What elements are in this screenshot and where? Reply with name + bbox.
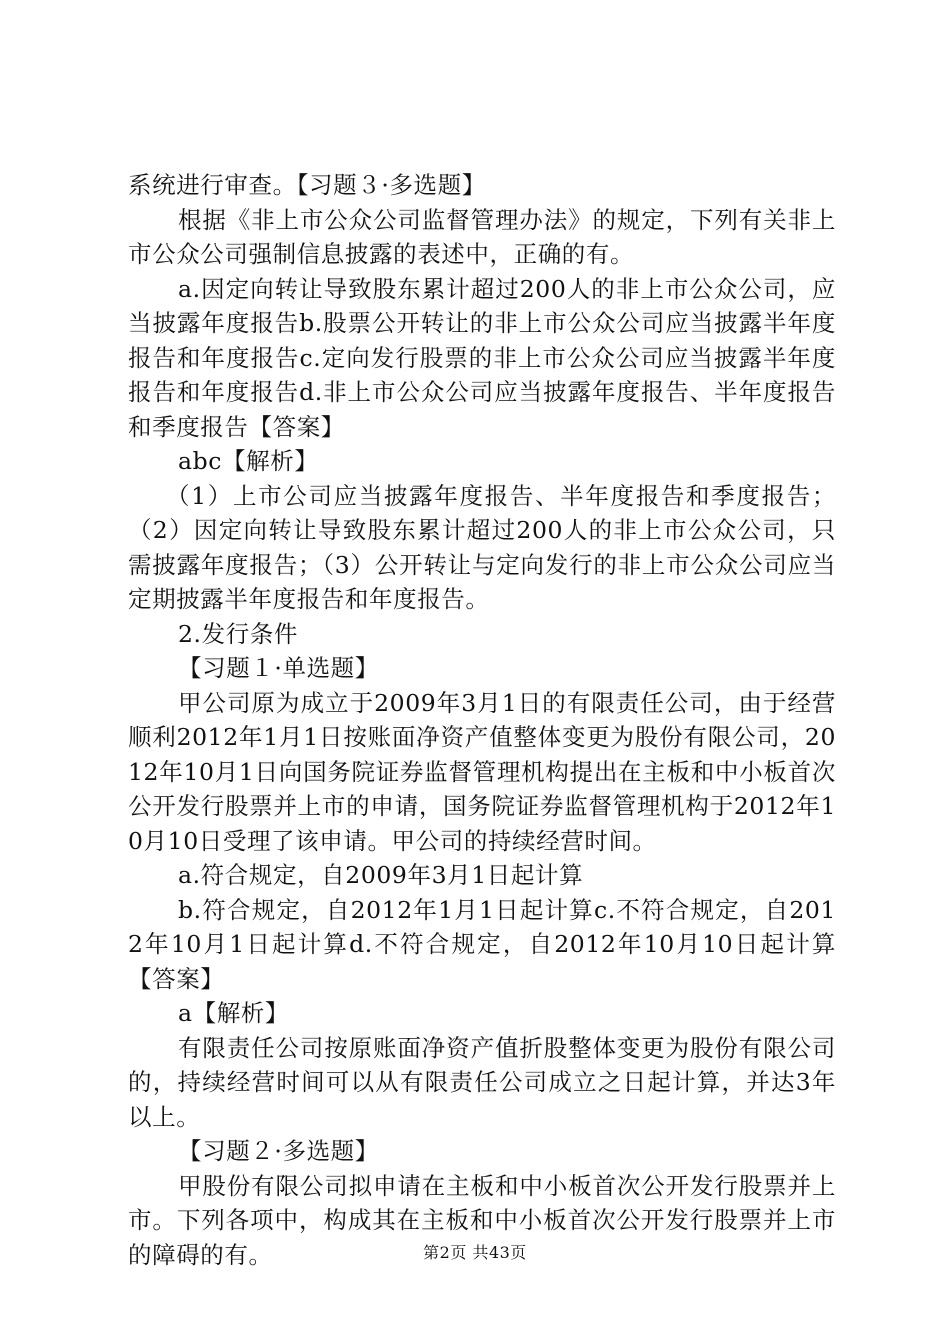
paragraph: 系统进行审查。【习题３·多选题】: [128, 171, 486, 199]
paragraph: a.符合规定，自2009年3月1日起计算: [178, 861, 584, 889]
section-heading: 2.发行条件: [178, 619, 299, 648]
paragraph: a.因定向转让导致股东累计超过200人的非上市公众公司，应当披露年度报告b.股票公开转让的非上市公众公司应当披露半年度报告和年度报告c.定向发行股票的非上市公众公司应当披露半年度报告和年度报告d.非上市公众公司应当披露年度报告、半年度报告和季度报告【答案】: [128, 274, 836, 441]
paragraph: 甲股份有限公司拟申请在主板和中小板首次公开发行股票并上市。下列各项中，构成其在主板和中小板首次公开发行股票并上市的障碍的有。: [128, 1171, 836, 1269]
document-body: [128, 168, 836, 1272]
exercise-heading: 【习题２·多选题】: [178, 1137, 379, 1165]
exercise-heading: 【习题１·单选题】: [178, 654, 379, 682]
paragraph: a【解析】: [178, 999, 290, 1027]
paragraph: 甲公司原为成立于2009年3月1日的有限责任公司，由于经营顺利2012年1月1日按账面净资产值整体变更为股份有限公司，2012年10月1日向国务院证券监督管理机构提出在主板和中小板首次公开发行股票并上市的申请，国务院证券监督管理机构于2012年10月10日受理了该申请。甲公司的持续经营时间。: [128, 688, 836, 855]
page-number-footer: 第2页 共43页: [423, 1243, 527, 1262]
paragraph: 有限责任公司按原账面净资产值折股整体变更为股份有限公司的，持续经营时间可以从有限责任公司成立之日起计算，并达3年以上。: [128, 1033, 836, 1131]
paragraph: （1）上市公司应当披露年度报告、半年度报告和季度报告；（2）因定向转让导致股东累计超过200人的非上市公众公司，只需披露年度报告；（3）公开转让与定向发行的非上市公众公司应当定期披露半年度报告和年度报告。: [128, 481, 836, 613]
paragraph: abc【解析】: [178, 447, 319, 475]
paragraph: 根据《非上市公众公司监督管理办法》的规定，下列有关非上市公众公司强制信息披露的表述中，正确的有。: [128, 205, 836, 268]
paragraph: b.符合规定，自2012年1月1日起计算c.不符合规定，自2012年10月1日起计算d.不符合规定，自2012年10月10日起计算【答案】: [128, 895, 836, 993]
